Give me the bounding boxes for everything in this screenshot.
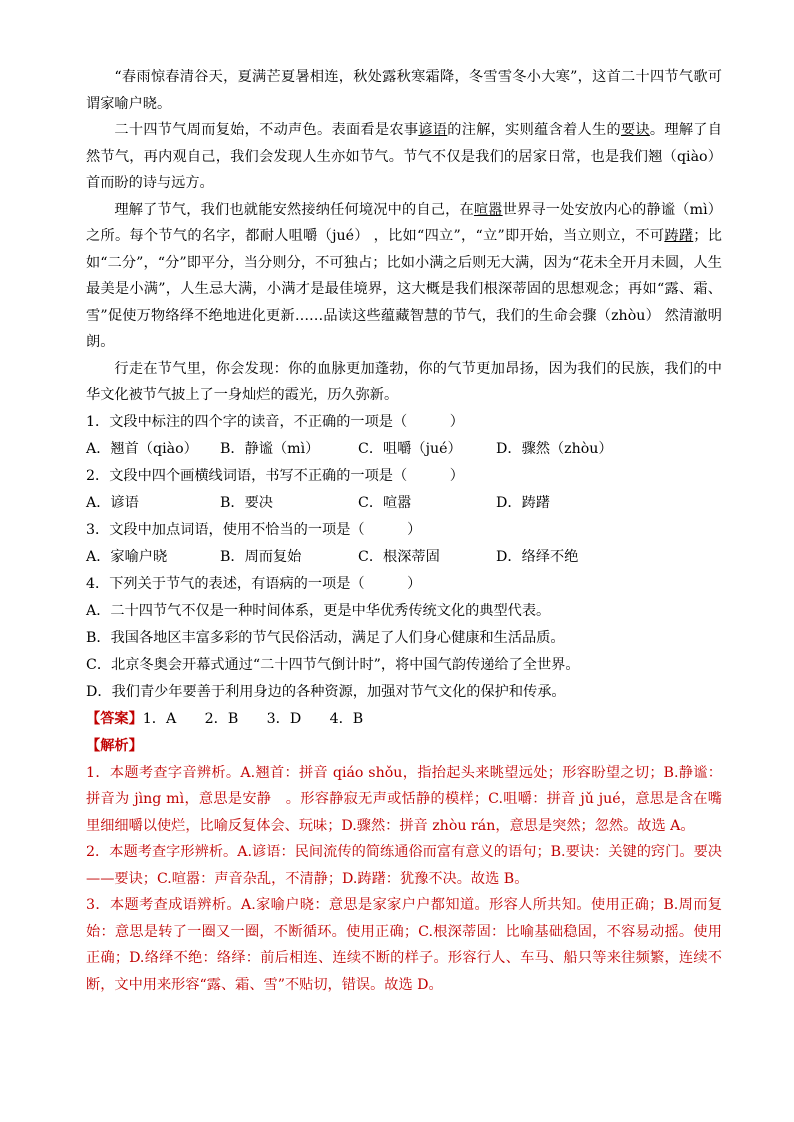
option-a: A．翘首（qiào） xyxy=(86,440,198,457)
analysis-tag: 【解析】 xyxy=(86,737,143,754)
option-b: B．周而复始 xyxy=(220,548,302,565)
text-run: ；比如“二分”，“分”即平分，当分则分，不可独占；比如小满之后则无大满，因为“花未全开月未圆，人生最美是小满”，人生忌大满，小满才是最佳境界，这大概是我们根深蒂固的思想观念；再如“露、霜、雪”促使万物络绎不绝地进化更新……品读这些蕴藏智慧的节气，我们的生命会骤（zhòu） 然清澈明朗。 xyxy=(86,228,722,350)
question-3-stem: 3．文段中加点词语，使用不恰当的一项是（ ） xyxy=(86,521,422,538)
passage-paragraph-4: 行走在节气里，你会发现：你的血脉更加蓬勃，你的气节更加昂扬，因为我们的民族，我们的中华文化被节气披上了一身灿烂的霞光，历久弥新。 xyxy=(86,360,722,403)
option-a: A．谚语 xyxy=(86,494,139,511)
question-2-options xyxy=(86,490,722,517)
question-3-options xyxy=(86,544,722,571)
option-b: B．我国各地区丰富多彩的节气民俗活动，满足了人们身心健康和生活品质。 xyxy=(86,629,565,646)
text-run: 理解了节气，我们也就能安然接纳任何境况中的自己，在 xyxy=(114,201,474,218)
option-c: C．喧嚣 xyxy=(358,494,412,511)
option-d: D．我们青少年要善于利用身边的各种资源，加强对节气文化的保护和传承。 xyxy=(86,683,566,700)
option-c: C．北京冬奥会开幕式通过“二十四节气倒计时”，将中国气韵传递给了全世界。 xyxy=(86,656,580,673)
underlined-word: 谚语 xyxy=(418,122,448,138)
option-a: A．家喻户晓 xyxy=(86,548,168,565)
text-run: 。理解了自然节气，再内观自己，我们会发现人生亦如节气。节气不仅是我们的居家日常，也是我们翘（qiào） 首而盼的诗与远方。 xyxy=(86,122,722,191)
analysis-item-2: 2．本题考查字形辨析。A.谚语：民间流传的简练通俗而富有意义的语句；B.要诀：关键的窍门。要决——要诀；C.喧嚣：声音杂乱，不清静；D.踌躇：犹豫不决。故选 B。 xyxy=(86,844,722,887)
option-b: B．要决 xyxy=(220,494,273,511)
option-c: C．根深蒂固 xyxy=(358,548,440,565)
document-page xyxy=(86,64,722,998)
analysis-item-3: 3．本题考查成语辨析。A.家喻户晓：意思是家家户户都知道。形容人所共知。使用正确；B.周而复始：意思是转了一圈又一圈，不断循环。使用正确；C.根深蒂固：比喻基础稳固，不容易动摇。使用正确；D.络绎不绝：络绎：前后相连、连续不断的样子。形容行人、车马、船只等来往频繁，连续不断，文中用来形容“露、霜、雪”不贴切，错误。故选 D。 xyxy=(86,897,722,993)
passage-paragraph-3 xyxy=(86,197,722,356)
option-d: D．骤然（zhòu） xyxy=(496,440,613,457)
question-1-stem: 1．文段中标注的四个字的读音，不正确的一项是（ ） xyxy=(86,413,464,430)
option-b: B．静谧（mì） xyxy=(220,440,320,457)
answer-text: 1．A 2．B 3．D 4．B xyxy=(142,710,364,727)
answer-line xyxy=(86,706,722,733)
question-4-stem: 4．下列关于节气的表述，有语病的一项是（ ） xyxy=(86,575,422,592)
passage-paragraph-2 xyxy=(86,117,722,197)
text-run: 二十四节气周而复始，不动声色。表面看是农事 xyxy=(114,122,419,138)
option-d: D．络绎不绝 xyxy=(496,548,579,565)
underlined-word: 踌躇 xyxy=(664,228,694,244)
answer-tag: 【答案】 xyxy=(86,710,143,727)
option-d: D．踌躇 xyxy=(496,494,550,511)
passage-paragraph-1: “春雨惊春清谷天，夏满芒夏暑相连，秋处露秋寒霜降，冬雪雪冬小大寒”，这首二十四节气歌可谓家喻户晓。 xyxy=(86,69,722,112)
analysis-item-1: 1．本题考查字音辨析。A.翘首：拼音 qiáo shǒu，指抬起头来眺望远处；形容盼望之切；B.静谧：拼音为 jìng mì，意思是安静 。形容静寂无声或恬静的模样；C.咀嚼：拼音 jǔ jué，意思是含在嘴里细细嚼以使烂，比喻反复体会、玩味；D.骤然：拼音 zhòu rán，意思是突然；忽然。故选 A。 xyxy=(86,764,722,834)
text-run: 的注解，实则蕴含着人生的 xyxy=(447,122,621,138)
option-c: C．咀嚼（jué） xyxy=(358,440,462,457)
underlined-word: 要诀 xyxy=(620,122,650,138)
option-a: A．二十四节气不仅是一种时间体系，更是中华优秀传统文化的典型代表。 xyxy=(86,602,551,619)
question-2-stem: 2．文段中四个画横线词语，书写不正确的一项是（ ） xyxy=(86,467,464,484)
underlined-word: 喧嚣 xyxy=(473,201,503,218)
question-1-options xyxy=(86,436,722,463)
text-run: 世界寻一处安放内心的静谧（mì） 之所。每个节气的名字，都耐人咀嚼（jué） ，比如“四立”，“立”即开始，当立则立，不可 xyxy=(86,201,722,244)
